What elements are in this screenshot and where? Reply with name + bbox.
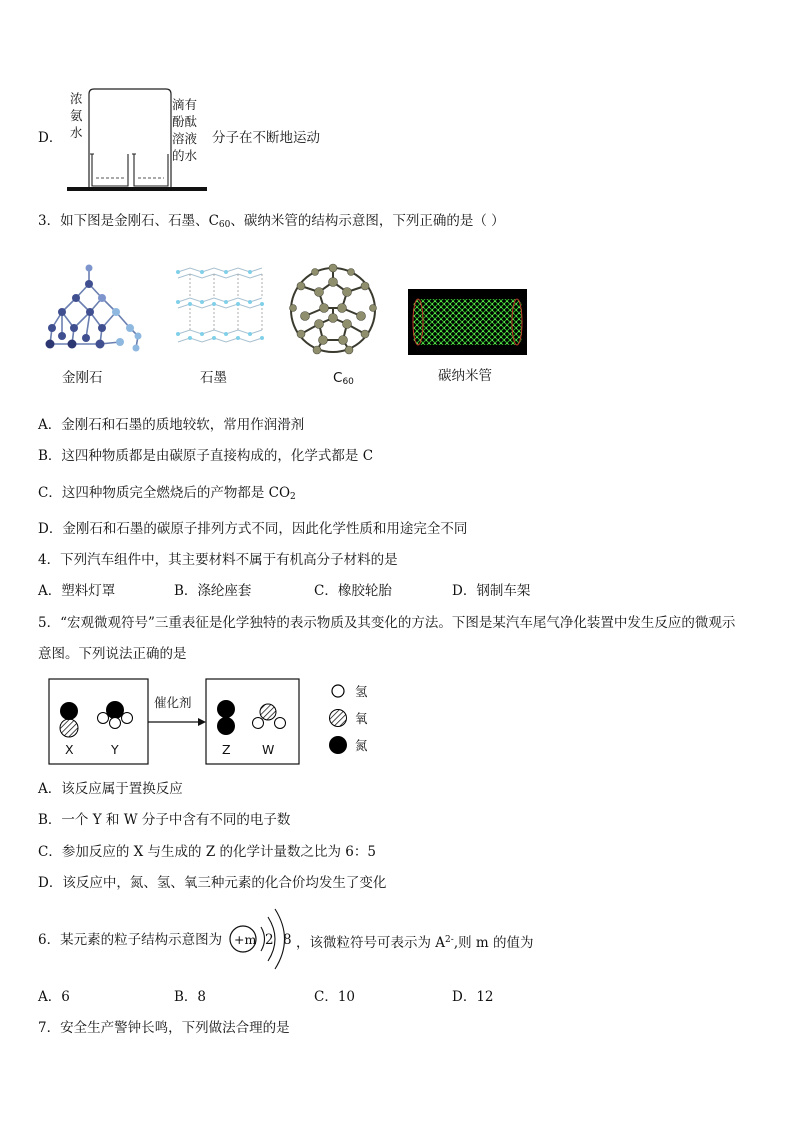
q5-option-a: A．该反应属于置换反应 (38, 781, 183, 797)
shell-one-electrons: 2 (265, 932, 274, 948)
q6-stem-after: ，该微粒符号可表示为 $A^{2-}$,则 m 的值为 (296, 935, 534, 951)
shell-two-electrons: 8 (283, 932, 292, 948)
q3-stem: 3．如下图是金刚石、石墨、$C_{60}$、碳纳米管的结构示意图，下列正确的是（ ） (38, 213, 505, 230)
q5-stem-line2: 意图。下列说法正确的是 (38, 646, 187, 662)
q3-option-d: D．金刚石和石墨的碳原子排列方式不同，因此化学性质和用途完全不同 (38, 521, 468, 537)
catalyst-label: 催化剂 (154, 695, 192, 710)
q4-option-d: D．钢制车架 (452, 583, 531, 599)
legend-oxygen: 氧 (355, 711, 368, 726)
label-y: Y (111, 742, 119, 757)
q5-option-b: B．一个 Y 和 W 分子中含有不同的电子数 (38, 812, 291, 828)
caption-graphite: 石墨 (200, 370, 227, 386)
q6-option-b: B．8 (174, 989, 207, 1005)
q3-option-a: A．金刚石和石墨的质地较软，常用作润滑剂 (38, 417, 305, 433)
q5-stem-line1: 5．“宏观微观符号”三重表征是化学独特的表示物质及其变化的方法。下图是某汽车尾气净化装置中发生反应的微观示 (38, 615, 736, 631)
caption-diamond: 金刚石 (62, 370, 103, 386)
legend-nitrogen: 氮 (355, 738, 368, 753)
q4-stem: 4．下列汽车组件中，其主要材料不属于有机高分子材料的是 (38, 552, 398, 568)
label-w: W (262, 742, 275, 757)
legend-hydrogen: 氢 (355, 684, 368, 699)
q6-option-d: D．12 (452, 989, 494, 1005)
label-z: Z (222, 742, 231, 757)
q6-stem-before: 6．某元素的粒子结构示意图为 (38, 932, 223, 948)
q5-option-d: D．该反应中，氮、氢、氧三种元素的化合价均发生了变化 (38, 875, 387, 891)
q7-stem: 7．安全生产警钟长鸣，下列做法合理的是 (38, 1020, 290, 1036)
reaction-micro-diagram (48, 678, 388, 768)
caption-c60: $C_{60}$ (333, 370, 354, 387)
q4-option-b: B．涤纶座套 (174, 583, 252, 599)
q6-option-a: A．6 (38, 989, 70, 1005)
caption-nanotube: 碳纳米管 (438, 368, 492, 384)
diamond-structure-image (42, 262, 152, 357)
q2-option-d-text: 分子在不断地运动 (212, 130, 320, 146)
q3-option-b: B．这四种物质都是由碳原子直接构成的，化学式都是 C (38, 448, 374, 464)
q4-option-a: A．塑料灯罩 (38, 583, 116, 599)
q5-option-c: C．参加反应的 X 与生成的 Z 的化学计量数之比为 6：5 (38, 844, 376, 860)
q2-left-label: 浓 氨 水 (70, 91, 83, 140)
q2-option-d-label: D． (38, 130, 63, 146)
q4-option-c: C．橡胶轮胎 (314, 583, 392, 599)
c60-structure-image (285, 262, 381, 358)
q3-option-c: C．这四种物质完全燃烧后的产物都是 $CO_2$ (38, 485, 296, 502)
q2-right-label: 滴有 酚酞 溶液 的水 (172, 97, 198, 163)
nucleus-charge: +m (234, 932, 257, 947)
carbon-nanotube-image (408, 289, 527, 355)
q6-option-c: C．10 (314, 989, 356, 1005)
graphite-structure-image (172, 264, 268, 356)
label-x: X (65, 742, 74, 757)
